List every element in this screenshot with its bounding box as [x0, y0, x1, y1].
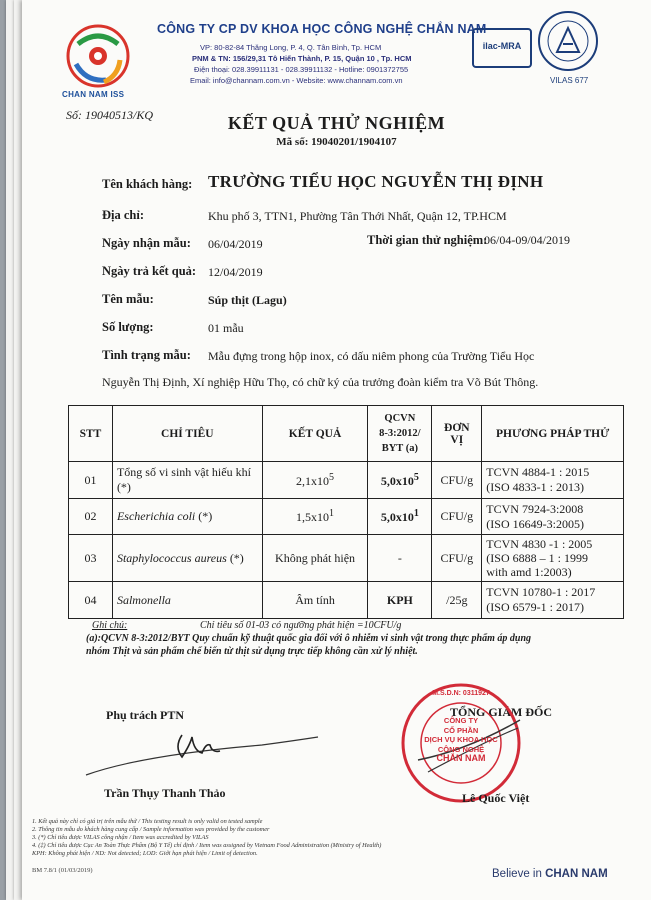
- phuong-phap-line2: (ISO 6579-1 : 2017): [486, 600, 584, 614]
- condition-value-line1: Mẫu đựng trong hộp inox, có dấu niêm phong của Trường Tiểu Học: [208, 349, 535, 363]
- received-date-value: 06/04/2019: [208, 237, 263, 251]
- qcvn-header-line3: BYT (a): [381, 443, 418, 454]
- phuong-phap-line2: (ISO 16649-3:2005): [486, 516, 584, 531]
- slogan-brand: CHAN NAM: [545, 868, 608, 880]
- testing-period-label: Thời gian thử nghiệm:: [367, 233, 488, 247]
- cell-qcvn: KPH: [368, 582, 432, 619]
- stamp-line3: DỊCH VỤ KHOA HỌC: [424, 735, 498, 744]
- cell-ket-qua: Không phát hiện: [262, 535, 368, 582]
- cell-qcvn: -: [368, 535, 432, 582]
- cell-don-vi: /25g: [432, 582, 482, 619]
- col-header-stt: STT: [69, 406, 113, 462]
- received-date-label: Ngày nhận mẫu:: [102, 236, 191, 250]
- company-vp-address: VP: 80-82-84 Thăng Long, P. 4, Q. Tân Bình, Tp. HCM: [200, 43, 382, 52]
- slogan: [492, 868, 608, 880]
- table-row: [69, 582, 624, 619]
- footnote-5: KPH: Không phát hiện / ND: Not detected; LOD: Giới hạn phát hiện / Limit of detection.: [32, 850, 258, 857]
- address-label: Địa chỉ:: [102, 208, 145, 222]
- cell-chi-tieu: [112, 499, 262, 535]
- phuong-phap-line1: TCVN 4830 -1 : 2005: [486, 537, 593, 551]
- ket-qua-exponent: 1: [329, 508, 335, 519]
- cell-stt: 01: [69, 462, 113, 499]
- cell-stt: 03: [69, 535, 113, 582]
- footnote-3: 3. (*) Chỉ tiêu được VILAS công nhận / Item was accredited by VILAS: [32, 834, 209, 841]
- footnote-1: 1. Kết quả này chỉ có giá trị trên mẫu thử / This testing result is only valid on tested sample: [32, 818, 263, 825]
- cell-don-vi: CFU/g: [432, 535, 482, 582]
- stamp-ring-text: M.S.D.N: 0311927: [432, 690, 490, 697]
- cell-phuong-phap: [482, 582, 624, 619]
- don-vi-header-line2: VỊ: [450, 433, 464, 446]
- cell-chi-tieu: [112, 582, 262, 619]
- address-value: Khu phố 3, TTN1, Phường Tân Thới Nhất, Quận 12, TP.HCM: [208, 209, 507, 223]
- cell-ket-qua: [262, 462, 368, 499]
- don-vi-header-line1: ĐƠN: [444, 421, 470, 434]
- slogan-prefix: Believe in: [492, 868, 546, 880]
- company-phone: Điện thoại: 028.39911131 - 028.39911132 - Hotline: 0901372755: [194, 65, 409, 74]
- quantity-value: 01 mẫu: [208, 321, 244, 335]
- condition-label: Tình trạng mẫu:: [102, 348, 191, 362]
- table-row: [69, 462, 624, 499]
- lab-head-title: Phụ trách PTN: [106, 708, 184, 722]
- qcvn-header-line2: 8-3:2012/: [379, 428, 421, 439]
- cell-don-vi: CFU/g: [432, 462, 482, 499]
- table-row: [69, 535, 624, 582]
- ket-qua-base: 1,5x10: [296, 510, 330, 524]
- director-name: Lê Quốc Việt: [462, 791, 530, 805]
- cell-phuong-phap: [482, 499, 624, 535]
- company-name: CÔNG TY CP DV KHOA HỌC CÔNG NGHỆ CHẮN NAM: [157, 22, 487, 36]
- sample-name-value: Súp thịt (Lagu): [208, 293, 287, 307]
- cell-chi-tieu: Tổng số vi sinh vật hiếu khí (*): [112, 462, 262, 499]
- col-header-qcvn: [368, 406, 432, 462]
- qcvn-header-line1: QCVN: [384, 413, 416, 424]
- company-logo-icon: [66, 24, 130, 88]
- phuong-phap-line2: (ISO 4833-1 : 2013): [486, 480, 584, 494]
- ilac-mra-logo: [472, 28, 532, 68]
- cell-phuong-phap: [482, 462, 624, 499]
- customer-value: TRƯỜNG TIỂU HỌC NGUYỄN THỊ ĐỊNH: [208, 172, 544, 191]
- ket-qua-exponent: 5: [329, 471, 335, 483]
- chi-tieu-italic: Staphylococcus aureus: [116, 550, 227, 565]
- stamp-line2: CỔ PHẦN: [443, 725, 479, 735]
- chi-tieu-suffix: (*): [195, 509, 213, 523]
- phuong-phap-line2: (ISO 6888 – 1 : 1999: [486, 551, 588, 565]
- table-row: [69, 499, 624, 535]
- stamp-center-text: [398, 716, 524, 764]
- phuong-phap-line3: with amd 1:2003): [486, 565, 572, 579]
- footnote-4: 4. (‡) Chỉ tiêu được Cục An Toàn Thực Phẩm (Bộ Y Tế) chỉ định / Item was assigned by Vietnam Food Administration (Ministry of Health): [32, 842, 382, 849]
- cell-don-vi: CFU/g: [432, 499, 482, 535]
- chi-tieu-italic: Salmonella: [116, 592, 171, 607]
- lab-head-name: Trần Thụy Thanh Thảo: [104, 786, 226, 800]
- qcvn-exponent: 5: [413, 471, 419, 483]
- result-date-label: Ngày trả kết quả:: [102, 264, 197, 278]
- quantity-label: Số lượng:: [102, 320, 154, 334]
- col-header-chi-tieu: CHỈ TIÊU: [112, 406, 262, 462]
- condition-value-line2: Nguyễn Thị Định, Xí nghiệp Hữu Thọ, có chữ ký của trưởng đoàn kiểm tra Võ Bút Thông.: [102, 375, 539, 389]
- qcvn-base: 5,0x10: [380, 510, 414, 524]
- result-date-value: 12/04/2019: [208, 265, 263, 279]
- cell-stt: 04: [69, 582, 113, 619]
- notes-heading: Ghi chú:: [92, 620, 128, 631]
- phuong-phap-line1: TCVN 7924-3:2008: [486, 501, 584, 516]
- document-page: [22, 0, 651, 900]
- cell-qcvn: [368, 499, 432, 535]
- cell-phuong-phap: [482, 535, 624, 582]
- notes-line1: Chỉ tiêu số 01-03 có ngưỡng phát hiện =10CFU/g: [200, 620, 402, 631]
- col-header-phuong-phap: PHƯƠNG PHÁP THỬ: [482, 406, 624, 462]
- qcvn-exponent: 1: [413, 508, 419, 519]
- stamp-line4: CÔNG NGHỆ: [437, 744, 485, 754]
- footnote-2: 2. Thông tin mẫu do khách hàng cung cấp / Sample information was provided by the customer: [32, 826, 270, 833]
- cell-ket-qua: Âm tính: [262, 582, 368, 619]
- col-header-ket-qua: KẾT QUẢ: [262, 406, 368, 462]
- document-number: Số: 19040513/KQ: [66, 108, 153, 122]
- ilac-label: ilac-MRA: [482, 41, 522, 51]
- notes-line2: (a):QCVN 8-3:2012/BYT Quy chuẩn kỹ thuật quốc gia đối với ô nhiễm vi sinh vật trong thực phẩm áp dụng: [86, 633, 532, 644]
- cell-chi-tieu: [112, 535, 262, 582]
- stamp-line1: CÔNG TY: [443, 716, 479, 725]
- cell-qcvn: [368, 462, 432, 499]
- results-table: [68, 405, 624, 619]
- document-code: Mã số: 19040201/1904107: [276, 136, 397, 148]
- vilas-label: VILAS 677: [550, 76, 589, 85]
- vilas-accreditation-icon: [537, 10, 599, 72]
- signature-left-icon: [82, 715, 322, 795]
- customer-label: Tên khách hàng:: [102, 177, 193, 191]
- sample-name-label: Tên mẫu:: [102, 292, 154, 306]
- ket-qua-base: 2,1x10: [296, 473, 330, 488]
- table-header-row: [69, 406, 624, 462]
- notes-line3: nhóm Thịt và sản phẩm chế biến từ thịt sử dụng trực tiếp không cần xử lý nhiệt.: [86, 646, 418, 657]
- cell-ket-qua: [262, 499, 368, 535]
- cell-stt: 02: [69, 499, 113, 535]
- company-lab-address: PNM & TN: 156/29,31 Tô Hiến Thành, P. 15, Quận 10 , Tp. HCM: [192, 54, 412, 63]
- company-email: Email: info@channam.com.vn - Website: www.channam.com.vn: [190, 76, 403, 85]
- form-code: BM 7.8/1 (01/03/2019): [32, 867, 93, 874]
- phuong-phap-line1: TCVN 4884-1 : 2015: [486, 465, 590, 479]
- logo-label: CHAN NAM ISS: [62, 90, 125, 99]
- phuong-phap-line1: TCVN 10780-1 : 2017: [486, 585, 596, 599]
- testing-period-value: 06/04-09/04/2019: [484, 233, 570, 247]
- qcvn-base: 5,0x10: [380, 473, 414, 488]
- chi-tieu-suffix: (*): [226, 550, 244, 565]
- director-title: TỔNG GIÁM ĐỐC: [450, 705, 552, 719]
- col-header-don-vi: [432, 406, 482, 462]
- chi-tieu-italic: Escherichia coli: [116, 509, 196, 523]
- document-title: KẾT QUẢ THỬ NGHIỆM: [227, 113, 446, 133]
- stamp-line5: CHẮN NAM: [436, 753, 486, 763]
